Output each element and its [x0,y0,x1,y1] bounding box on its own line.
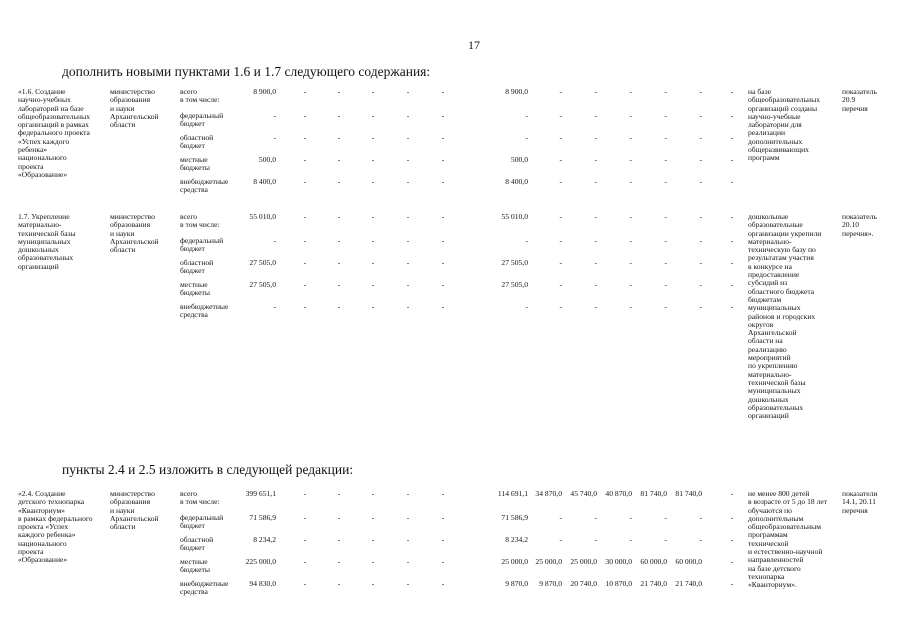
empty-cell: - [303,177,307,186]
amendment-heading-2: пункты 2.4 и 2.5 изложить в следующей редакции: [62,462,354,477]
empty-cell: - [730,133,734,142]
year-value: - [699,111,702,120]
year-value: - [559,111,562,120]
year-value: - [699,133,702,142]
year-value: - [629,513,632,522]
year-value: 34 870,0 [535,489,562,498]
empty-cell: - [337,258,341,267]
year-value: - [594,513,597,522]
empty-cell: - [337,155,341,164]
empty-cell: - [371,155,375,164]
empty-cell: - [441,489,445,498]
year-value: - [699,212,702,221]
year-value: 45 740,0 [570,489,597,498]
funding-source: внебюджетные средства [180,177,229,195]
year-value: - [594,302,597,311]
empty-cell: - [406,557,410,566]
empty-cell: - [303,258,307,267]
funding-source: федеральный бюджет [180,513,224,531]
year-value: - [629,87,632,96]
empty-cell: - [337,87,341,96]
empty-cell: - [371,280,375,289]
year-value: 8 234,2 [505,535,528,544]
year-value: - [559,236,562,245]
funding-source: внебюджетные средства [180,579,229,597]
year-value: - [664,133,667,142]
year-value: 21 740,0 [675,579,702,588]
empty-cell: - [371,236,375,245]
empty-cell: - [730,212,734,221]
year-value: - [699,280,702,289]
empty-cell: - [406,133,410,142]
empty-cell: - [406,258,410,267]
empty-cell: - [371,302,375,311]
funding-source: внебюджетные средства [180,302,229,320]
year-value: - [664,87,667,96]
year-value: - [594,236,597,245]
year-value: 25 000,0 [535,557,562,566]
year-value: 9 870,0 [505,579,528,588]
indicator-ref: показатели 14.1, 20.11 перечня [842,489,878,515]
funding-total: 8 900,0 [253,87,276,96]
empty-cell: - [371,177,375,186]
funding-total: 27 505,0 [249,258,276,267]
year-value: 55 010,0 [501,212,528,221]
empty-cell: - [730,557,734,566]
year-value: - [594,258,597,267]
year-value: - [559,133,562,142]
executor: министерство образования и науки Архангельской области [110,489,159,532]
indicator-ref: показатель 20.10 перечня». [842,212,877,238]
year-value: - [629,155,632,164]
empty-cell: - [441,236,445,245]
year-value: - [699,535,702,544]
empty-cell: - [303,111,307,120]
year-value: - [559,535,562,544]
year-value: - [699,258,702,267]
year-value: - [559,155,562,164]
empty-cell: - [303,280,307,289]
empty-cell: - [730,280,734,289]
empty-cell: - [303,155,307,164]
year-value: 9 870,0 [539,579,562,588]
page-number: 17 [468,38,480,52]
empty-cell: - [441,111,445,120]
empty-cell: - [406,111,410,120]
year-value: 27 505,0 [501,280,528,289]
empty-cell: - [441,579,445,588]
empty-cell: - [730,489,734,498]
amendment-heading-1: дополнить новыми пунктами 1.6 и 1.7 следующего содержания: [62,64,431,79]
year-value: - [559,280,562,289]
year-value: - [525,111,528,120]
expected-result: не менее 800 детей в возрасте от 5 до 18 лет обучаются по дополнительным общеобразовательным программам технической и естественно-научной направленностей на базе детского технопарка «Кванториум». [748,489,828,590]
year-value: - [629,111,632,120]
year-value: - [664,535,667,544]
funding-total: 399 651,1 [245,489,276,498]
empty-cell: - [406,212,410,221]
empty-cell: - [441,557,445,566]
year-value: - [559,177,562,186]
funding-total: - [273,111,276,120]
expected-result: дошкольные образовательные организации укрепили материально- техническую базу по результатам участия в конкурсе на предоставление субсидий из областного бюджета бюджетам муниципальных районов и городских округов Архангельской области на реализацию мероприятий по укреплению материально- технической базы муниципальных дошкольных образовательных организаций [748,212,822,421]
empty-cell: - [730,111,734,120]
empty-cell: - [337,212,341,221]
funding-source: областной бюджет [180,535,214,553]
empty-cell: - [371,133,375,142]
empty-cell: - [371,535,375,544]
empty-cell: - [406,87,410,96]
funding-source: всего в том числе: [180,489,220,507]
year-value: - [664,302,667,311]
funding-total: - [273,133,276,142]
empty-cell: - [337,302,341,311]
year-value: - [699,236,702,245]
empty-cell: - [406,535,410,544]
empty-cell: - [303,579,307,588]
year-value: 500,0 [510,155,528,164]
funding-total: - [273,236,276,245]
empty-cell: - [303,489,307,498]
funding-source: областной бюджет [180,133,214,151]
year-value: - [629,177,632,186]
empty-cell: - [406,236,410,245]
year-value: - [699,302,702,311]
year-value: - [664,155,667,164]
empty-cell: - [337,557,341,566]
year-value: 114 691,1 [497,489,528,498]
activity-name: 1.7. Укрепление материально- технической базы муниципальных дошкольных образовательных организаций [18,212,76,271]
empty-cell: - [441,133,445,142]
empty-cell: - [337,535,341,544]
funding-source: областной бюджет [180,258,214,276]
empty-cell: - [371,212,375,221]
empty-cell: - [371,513,375,522]
year-value: - [525,236,528,245]
year-value: - [594,155,597,164]
empty-cell: - [730,579,734,588]
empty-cell: - [303,87,307,96]
year-value: 81 740,0 [640,489,667,498]
year-value: - [559,212,562,221]
empty-cell: - [441,302,445,311]
empty-cell: - [730,535,734,544]
year-value: - [594,111,597,120]
funding-total: 8 234,2 [253,535,276,544]
year-value: - [594,212,597,221]
year-value: 20 740,0 [570,579,597,588]
year-value: - [664,280,667,289]
empty-cell: - [303,212,307,221]
funding-total: - [273,302,276,311]
year-value: - [664,236,667,245]
activity-name: «2.4. Создание детского технопарка «Кванториум» в рамках федерального проекта «Успех каждого ребенка» национального проекта «Образование» [18,489,93,565]
empty-cell: - [406,280,410,289]
empty-cell: - [303,133,307,142]
empty-cell: - [337,579,341,588]
expected-result: на базе общеобразовательных организаций созданы научно-учебные лаборатории для реализации дополнительных общеразвивающих программ [748,87,821,163]
empty-cell: - [371,258,375,267]
empty-cell: - [406,155,410,164]
funding-source: федеральный бюджет [180,236,224,254]
empty-cell: - [337,236,341,245]
year-value: 8 900,0 [505,87,528,96]
year-value: 71 586,9 [501,513,528,522]
year-value: 81 740,0 [675,489,702,498]
year-value: - [664,513,667,522]
year-value: - [594,535,597,544]
empty-cell: - [371,87,375,96]
empty-cell: - [337,280,341,289]
empty-cell: - [730,513,734,522]
empty-cell: - [303,557,307,566]
funding-total: 55 010,0 [249,212,276,221]
year-value: - [629,212,632,221]
empty-cell: - [730,302,734,311]
empty-cell: - [371,557,375,566]
year-value: - [559,513,562,522]
empty-cell: - [406,177,410,186]
empty-cell: - [730,236,734,245]
year-value: - [559,258,562,267]
empty-cell: - [337,111,341,120]
year-value: 25 000,0 [570,557,597,566]
year-value: - [629,280,632,289]
empty-cell: - [406,489,410,498]
year-value: 40 870,0 [605,489,632,498]
executor: министерство образования и науки Архангельской области [110,87,159,130]
funding-source: местные бюджеты [180,557,210,575]
year-value: - [594,133,597,142]
empty-cell: - [337,133,341,142]
funding-total: 225 000,0 [245,557,276,566]
funding-total: 71 586,9 [249,513,276,522]
funding-source: всего в том числе: [180,87,220,105]
year-value: - [559,87,562,96]
funding-source: местные бюджеты [180,280,210,298]
empty-cell: - [441,212,445,221]
indicator-ref: показатель 20.9 перечня [842,87,877,113]
funding-total: 500,0 [258,155,276,164]
empty-cell: - [303,302,307,311]
year-value: 21 740,0 [640,579,667,588]
year-value: - [594,280,597,289]
year-value: 10 870,0 [605,579,632,588]
empty-cell: - [337,513,341,522]
year-value: - [664,258,667,267]
empty-cell: - [371,489,375,498]
empty-cell: - [441,155,445,164]
empty-cell: - [371,579,375,588]
activity-name: «1.6. Создание научно-учебных лабораторий на базе общеобразовательных организаций в рамках федерального проекта «Успех каждого ребенка» национального проекта «Образование» [18,87,91,179]
year-value: 60 000,0 [640,557,667,566]
empty-cell: - [730,258,734,267]
empty-cell: - [406,513,410,522]
empty-cell: - [337,177,341,186]
empty-cell: - [441,177,445,186]
empty-cell: - [730,155,734,164]
funding-source: всего в том числе: [180,212,220,230]
empty-cell: - [371,111,375,120]
year-value: - [629,133,632,142]
empty-cell: - [441,258,445,267]
year-value: - [525,302,528,311]
year-value: - [629,236,632,245]
empty-cell: - [406,579,410,588]
funding-source: федеральный бюджет [180,111,224,129]
empty-cell: - [730,87,734,96]
year-value: - [664,177,667,186]
funding-total: 94 830,0 [249,579,276,588]
executor: министерство образования и науки Архангельской области [110,212,159,255]
year-value: - [699,177,702,186]
year-value: - [699,87,702,96]
empty-cell: - [441,513,445,522]
year-value: - [629,302,632,311]
year-value: - [594,177,597,186]
year-value: - [559,302,562,311]
year-value: 27 505,0 [501,258,528,267]
empty-cell: - [303,236,307,245]
year-value: - [699,155,702,164]
year-value: 60 000,0 [675,557,702,566]
year-value: 8 400,0 [505,177,528,186]
year-value: - [664,111,667,120]
empty-cell: - [441,280,445,289]
empty-cell: - [337,489,341,498]
empty-cell: - [730,177,734,186]
funding-total: 27 505,0 [249,280,276,289]
funding-source: местные бюджеты [180,155,210,173]
empty-cell: - [303,535,307,544]
year-value: 30 000,0 [605,557,632,566]
empty-cell: - [441,87,445,96]
funding-total: 8 400,0 [253,177,276,186]
year-value: - [629,258,632,267]
empty-cell: - [441,535,445,544]
empty-cell: - [406,302,410,311]
year-value: - [525,133,528,142]
empty-cell: - [303,513,307,522]
year-value: - [629,535,632,544]
year-value: - [594,87,597,96]
year-value: 25 000,0 [501,557,528,566]
year-value: - [699,513,702,522]
year-value: - [664,212,667,221]
